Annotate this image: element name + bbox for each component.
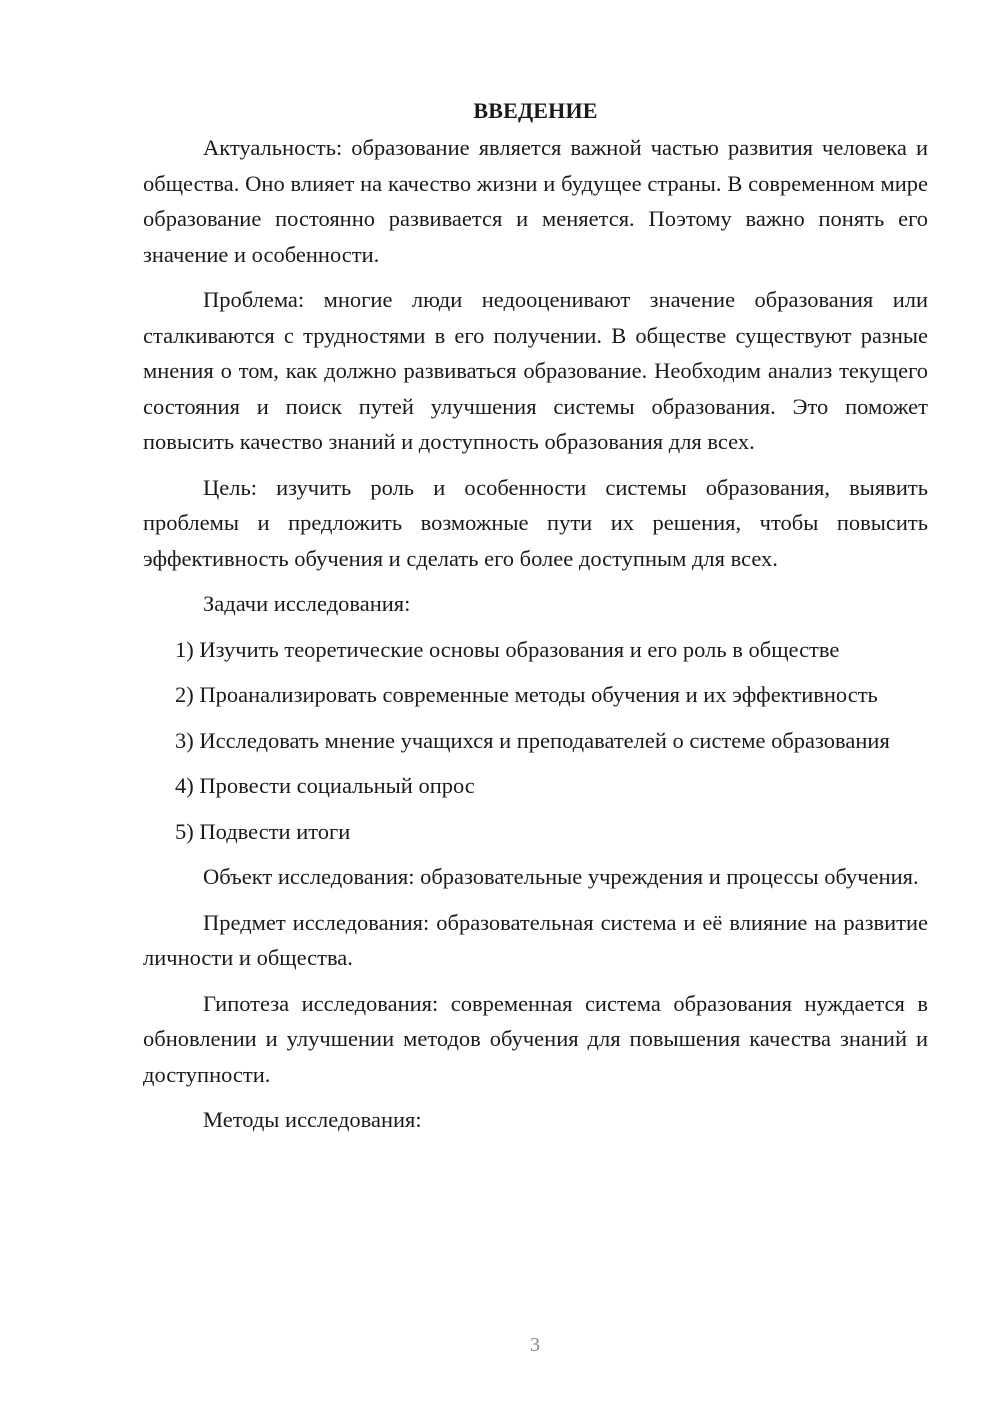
task-item-4: 4) Провести социальный опрос bbox=[175, 773, 475, 798]
section-heading: ВВЕДЕНИЕ bbox=[473, 98, 598, 123]
paragraph-hypothesis: Гипотеза исследования: современная система образования нуждается в обновлении и улучшении методов обучения для повышения качества знаний и доступности. bbox=[143, 990, 928, 1087]
paragraph-subject: Предмет исследования: образовательная система и её влияние на развитие личности и общества. bbox=[143, 909, 928, 970]
paragraph-tasks-intro: Задачи исследования: bbox=[203, 591, 411, 616]
task-item-5: 5) Подвести итоги bbox=[175, 818, 351, 844]
paragraph-goal: Цель: изучить роль и особенности системы образования, выявить проблемы и предложить возможные пути их решения, чтобы повысить эффективность обучения и сделать его более доступным для всех. bbox=[143, 474, 928, 571]
paragraph-relevance: Актуальность: образование является важной частью развития человека и общества. Оно влияет на качество жизни и будущее страны. В современном мире образование постоянно развивается и меняется. Поэтому важно понять его значение и особенности. bbox=[143, 135, 928, 267]
paragraph-methods: Методы исследования: bbox=[203, 1107, 422, 1132]
paragraph-problem: Проблема: многие люди недооценивают значение образования или сталкиваются с трудностями в его получении. В обществе существуют разные мнения о том, как должно развиваться образование. Необходим анализ текущего состояния и поиск путей улучшения системы образования. Это поможет повысить качество знаний и доступность образования для всех. bbox=[143, 287, 928, 454]
task-item-1: 1) Изучить теоретические основы образования и его роль в обществе bbox=[175, 636, 840, 662]
page-number: 3 bbox=[530, 1334, 540, 1356]
task-item-2: 2) Проанализировать современные методы обучения и их эффективность bbox=[175, 682, 878, 707]
document-page bbox=[143, 96, 928, 1148]
paragraph-object: Объект исследования: образовательные учреждения и процессы обучения. bbox=[203, 864, 919, 889]
task-item-3: 3) Исследовать мнение учащихся и преподавателей о системе образования bbox=[175, 727, 890, 753]
